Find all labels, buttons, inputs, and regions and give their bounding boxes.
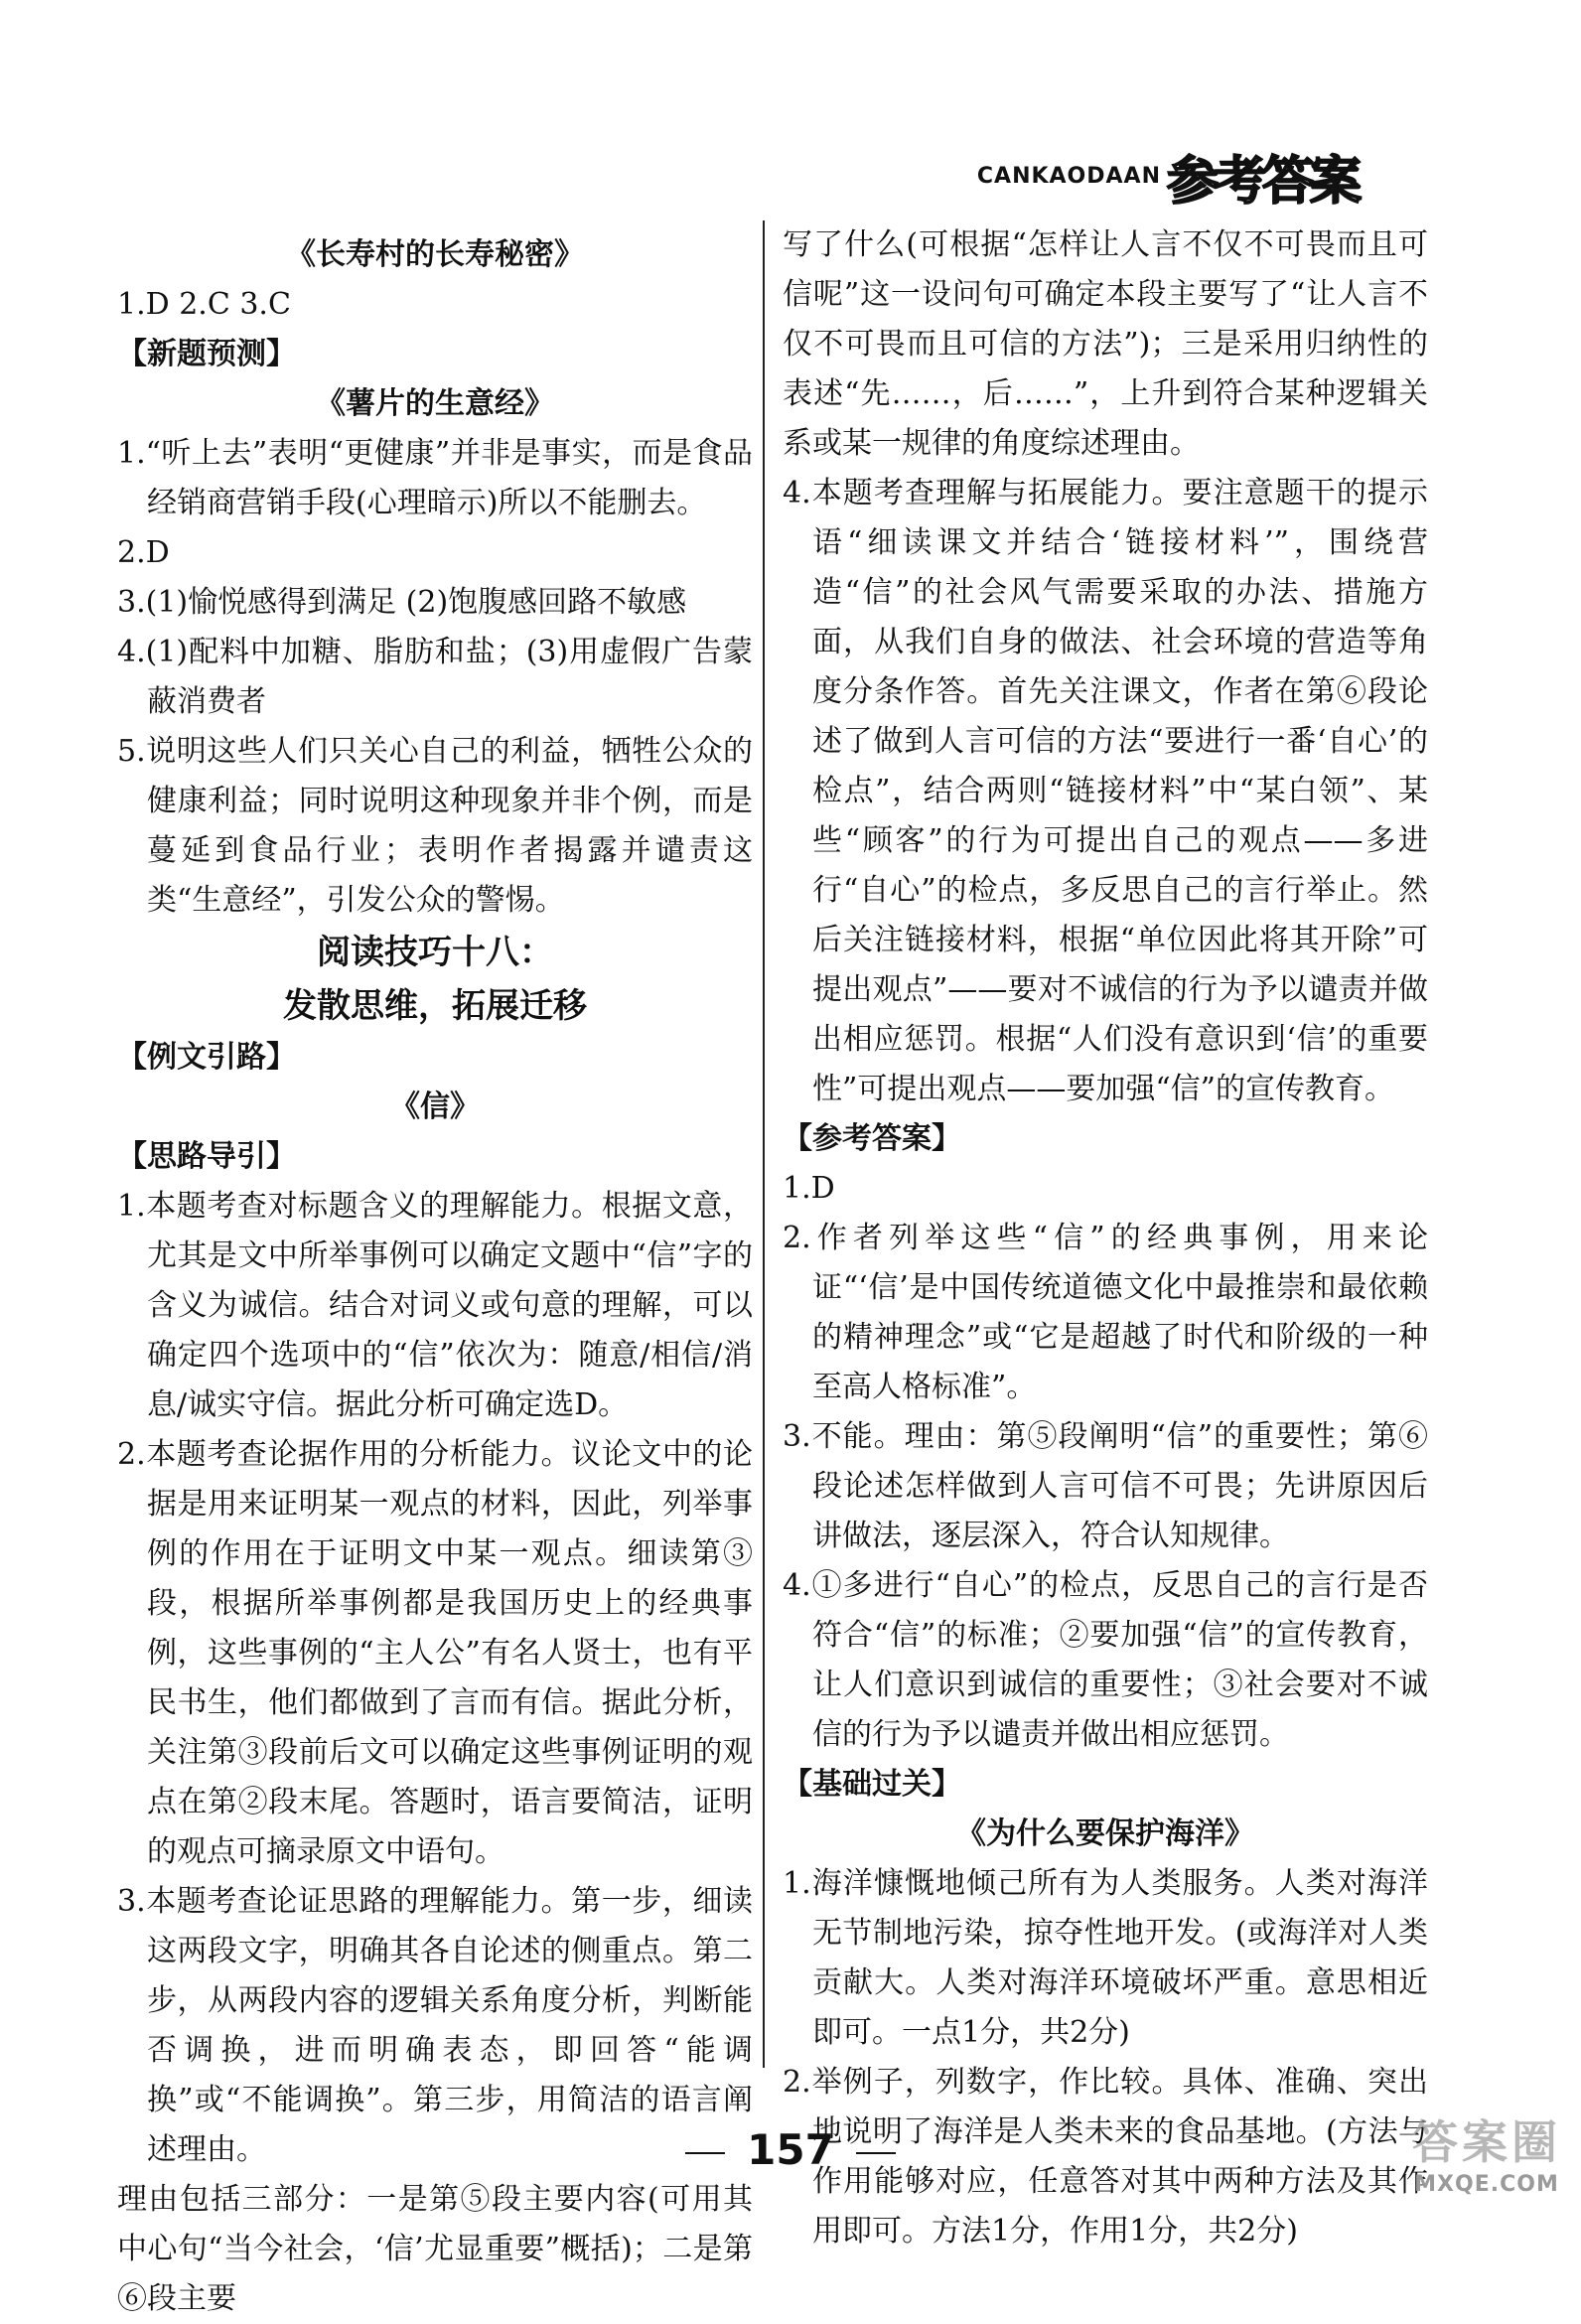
section-title: 阅读技巧十八： xyxy=(317,933,553,972)
answer-item: 1.本题考查对标题含义的理解能力。根据文意，尤其是文中所举事例可以确定文题中“信”字的含义为诚信。结合对词义或句意的理解，可以确定四个选项中的“信”依次为：随意/相信/消息/诚实守信。据此分析可确定选D。 xyxy=(117,1189,753,1422)
answer-item: 1.D 2.C 3.C xyxy=(117,287,291,322)
section-label: 【参考答案】 xyxy=(783,1121,961,1156)
article-title: 《为什么要保护海洋》 xyxy=(956,1816,1254,1851)
answer-item: 2.作者列举这些“信”的经典事例，用来论证“‘信’是中国传统道德文化中最推崇和最依赖的精神理念”或“它是超越了时代和阶级的一种至高人格标准”。 xyxy=(783,1221,1428,1404)
article-title: 《信》 xyxy=(390,1089,480,1124)
paragraph: 写了什么(可根据“怎样让人言不仅不可畏而且可信呢”这一设问句可确定本段主要写了“让人言不仅不可畏而且可信的方法”)；三是采用归纳性的表述“先……，后……”，上升到符合某种逻辑关系或某一规律的角度综述理由。 xyxy=(783,227,1428,461)
logo-latin-text: CANKAODAAN xyxy=(976,164,1161,189)
answer-item: 2.D xyxy=(117,535,170,570)
section-title: 发散思维，拓展迁移 xyxy=(283,986,587,1026)
column-divider xyxy=(763,220,765,2068)
answer-item: 2.举例子，列数字，作比较。具体、准确、突出地说明了海洋是人类未来的食品基地。(方法与作用能够对应，任意答对其中两种方法及其作用即可。方法1分，作用1分，共2分) xyxy=(783,2065,1428,2249)
section-label: 【思路导引】 xyxy=(117,1139,296,1174)
answer-item: 1.海洋慷慨地倾己所有为人类服务。人类对海洋无节制地污染，掠夺性地开发。(或海洋对人类贡献大。人类对海洋环境破坏严重。意思相近即可。一点1分，共2分) xyxy=(783,1866,1428,2050)
answer-item: 4.(1)配料中加糖、脂肪和盐；(3)用虚假广告蒙蔽消费者 xyxy=(117,635,753,719)
left-column xyxy=(117,230,753,2324)
answer-item: 4.①多进行“自心”的检点，反思自己的言行是否符合“信”的标准；②要加强“信”的宣传教育，让人们意识到诚信的重要性；③社会要对不诚信的行为予以谴责并做出相应惩罚。 xyxy=(783,1568,1428,1752)
answer-item: 3.不能。理由：第⑤段阐明“信”的重要性；第⑥段论述怎样做到人言可信不可畏；先讲原因后讲做法，逐层深入，符合认知规律。 xyxy=(783,1419,1428,1553)
answer-item: 1.D xyxy=(783,1171,835,1206)
page-number xyxy=(0,2125,1581,2174)
page-number-text: 157 xyxy=(747,2125,834,2174)
page-number-dash-left xyxy=(685,2152,725,2154)
answer-item: 5.说明这些人们只关心自己的利益，牺牲公众的健康利益；同时说明这种现象并非个例，而是蔓延到食品行业；表明作者揭露并谴责这类“生意经”，引发公众的警惕。 xyxy=(117,734,753,918)
page-number-dash-right xyxy=(856,2152,896,2154)
watermark xyxy=(1412,2106,1561,2197)
watermark-en: MXQE.COM xyxy=(1414,2172,1559,2197)
watermark-cn: 答案圈 xyxy=(1412,2115,1561,2169)
header-logo xyxy=(977,139,1358,214)
answer-item: 3.本题考查论证思路的理解能力。第一步，细读这两段文字，明确其各自论述的侧重点。第二步，从两段内容的逻辑关系角度分析，判断能否调换，进而明确表态，即回答“能调换”或“不能调换”。第三步，用简洁的语言阐述理由。 xyxy=(117,1884,753,2167)
right-column xyxy=(783,220,1428,2256)
section-label: 【基础过关】 xyxy=(783,1767,961,1802)
answer-item: 4.本题考查理解与拓展能力。要注意题干的提示语“细读课文并结合‘链接材料’”，围绕营造“信”的社会风气需要采取的办法、措施方面，从我们自身的做法、社会环境的营造等角度分条作答。首先关注课文，作者在第⑥段论述了做到人言可信的方法“要进行一番‘自心’的检点”，结合两则“链接材料”中“某白领”、某些“顾客”的行为可提出自己的观点——多进行“自心”的检点，多反思自己的言行举止。然后关注链接材料，根据“单位因此将其开除”可提出观点”——要对不诚信的行为予以谴责并做出相应惩罚。根据“人们没有意识到‘信’的重要性”可提出观点——要加强“信”的宣传教育。 xyxy=(783,476,1428,1106)
answer-item: 3.(1)愉悦感得到满足 (2)饱腹感回路不敏感 xyxy=(117,585,687,620)
article-title: 《长寿村的长寿秘密》 xyxy=(286,237,584,272)
paragraph: 理由包括三部分：一是第⑤段主要内容(可用其中心句“当今社会，‘信’尤显重要”概括)；二是第⑥段主要 xyxy=(117,2182,753,2316)
article-title: 《薯片的生意经》 xyxy=(316,386,554,421)
answer-item: 1.“听上去”表明“更健康”并非是事实，而是食品经销商营销手段(心理暗示)所以不能删去。 xyxy=(117,436,753,520)
answer-item: 2.本题考查论据作用的分析能力。议论文中的论据是用来证明某一观点的材料，因此，列举事例的作用在于证明文中某一观点。细读第③段，根据所举事例都是我国历史上的经典事例，这些事例的“主人公”有名人贤士，也有平民书生，他们都做到了言而有信。据此分析，关注第③段前后文可以确定这些事例证明的观点在第②段末尾。答题时，语言要简洁，证明的观点可摘录原文中语句。 xyxy=(117,1437,753,1869)
logo-cn-text: 参考答案 xyxy=(1166,152,1358,212)
section-label: 【例文引路】 xyxy=(117,1040,296,1075)
section-label: 【新题预测】 xyxy=(117,337,296,371)
